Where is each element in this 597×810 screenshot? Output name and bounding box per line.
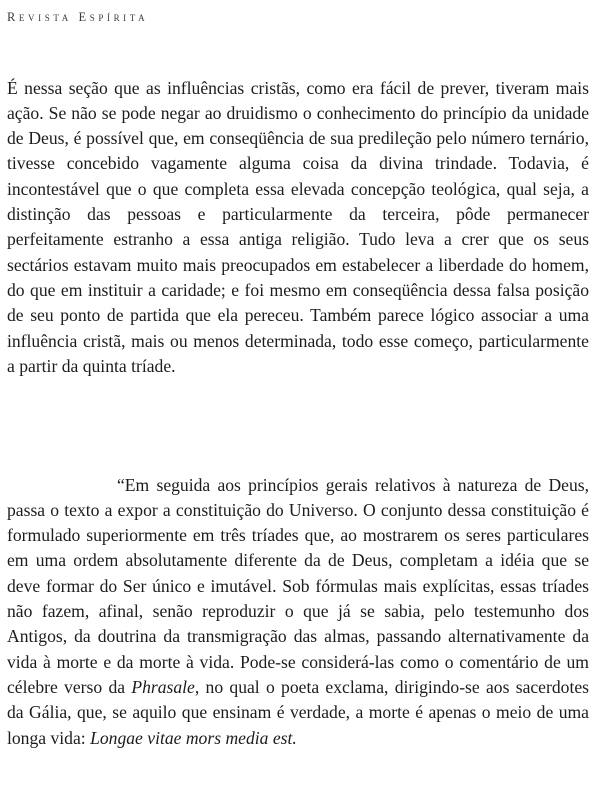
paragraph-text-segment: , no qual o poeta exclama, dirigindo-se aos sacerdotes da Gália, que, se aquilo que ensinam é verdade, a morte é apenas o meio de uma longa vida: [7,676,589,748]
work-title-phrasale: Phrasale [131,676,195,697]
paragraph-text-segment: “Em seguida aos princípios gerais relativos à natureza de Deus, passa o texto a expor a constituição do Universo. O conjunto dessa constituição é formulado superiormente em três tríades que, ao mostrarem os seres particulares em uma ordem absolutamente diferente da de Deus, completam a idéia que se deve formar do Ser único e imutável. Sob fórmulas mais explícitas, essas tríades não fazem, afinal, senão reproduzir o que já se sabia, pelo testemunho dos Antigos, da doutrina da transmigração das almas, passando alternativamente da vida à morte e da morte à vida. Pode-se considerá-las como o comentário de um célebre verso da [7,474,589,697]
paragraph-constituicao-universo [7,473,589,751]
latin-quote: Longae vitae mors media est. [90,727,297,748]
running-header: Revista Espírita [7,10,149,24]
paragraph-influencias-cristas: É nessa seção que as influências cristãs, como era fácil de prever, tiveram mais ação. Se não se pode negar ao druidismo o conhecimento do princípio da unidade de Deus, é possível que, em conseqüência de sua predileção pelo número ternário, tivesse concebido vagamente alguma coisa da divina trindade. Todavia, é incontestável que o que completa essa elevada concepção teológica, qual seja, a distinção das pessoas e particularmente da terceira, pôde permanecer perfeitamente estranho a essa antiga religião. Tudo leva a crer que os seus sectários estavam muito mais preocupados em estabelecer a liberdade do homem, do que em instituir a caridade; e foi mesmo em conseqüência dessa falsa posição de seu ponto de partida que ela pereceu. Também parece lógico associar a uma influência cristã, mais ou menos determinada, todo esse começo, particularmente a partir da quinta tríade. [7,77,589,376]
